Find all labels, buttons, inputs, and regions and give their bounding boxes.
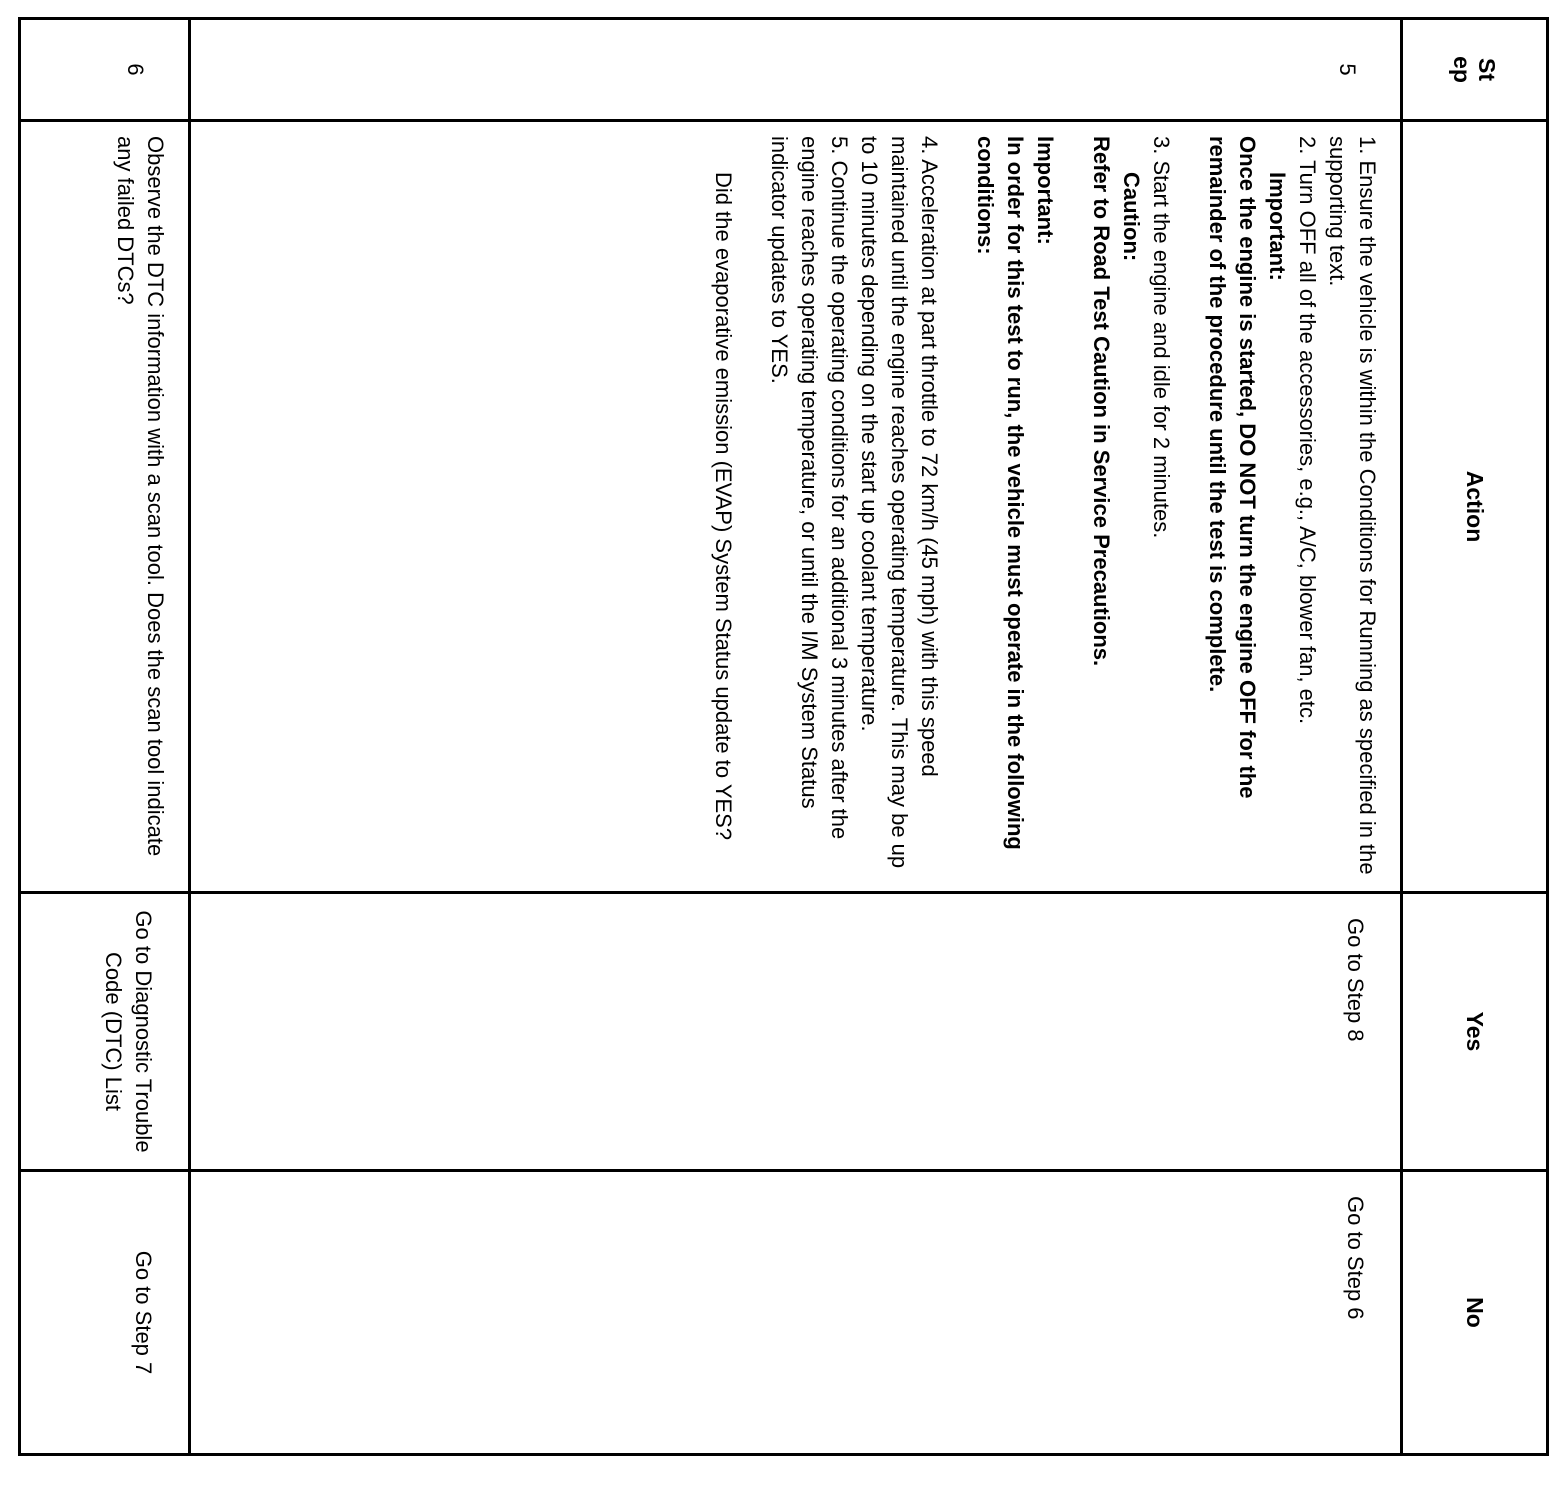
table-row	[190, 19, 1402, 1455]
header-step-line1: St	[1474, 58, 1501, 81]
step-number-cell: 5	[190, 19, 1402, 121]
diagnostic-table	[18, 17, 1549, 1456]
action-cell	[190, 121, 1402, 893]
table-row	[20, 19, 190, 1455]
action-cell	[20, 121, 190, 893]
caution-text: Refer to Road Test Caution in Service Precautions.	[1089, 136, 1114, 667]
step-number-cell: 6	[20, 19, 190, 121]
action-question: Did the evaporative emission (EVAP) System Status update to YES?	[711, 172, 736, 841]
action-item-5: 5. Continue the operating conditions for an additional 3 minutes after the engine reaches operating temperature, or until the I/M System Status indicator updates to YES.	[767, 136, 852, 840]
caution-label: Caution:	[1119, 172, 1144, 262]
header-yes: Yes	[1402, 893, 1548, 1171]
no-cell: Go to Step 6	[190, 1171, 1402, 1455]
header-step-line2: ep	[1449, 56, 1476, 83]
action-item-1: 1. Ensure the vehicle is within the Conditions for Running as specified in the supporting text.	[1325, 136, 1380, 875]
important-text: In order for this test to run, the vehicle must operate in the following conditions:	[973, 136, 1028, 850]
header-action: Action	[1402, 121, 1548, 893]
action-item-3: 3. Start the engine and idle for 2 minutes.	[1149, 136, 1174, 539]
header-no: No	[1402, 1171, 1548, 1455]
header-row	[1402, 19, 1548, 1455]
action-question: Observe the DTC information with a scan tool. Does the scan tool indicate any failed DTCs?	[113, 136, 168, 857]
yes-cell: Go to Step 8	[190, 893, 1402, 1171]
action-item-2: 2. Turn OFF all of the accessories, e.g., A/C, blower fan, etc.	[1295, 136, 1320, 725]
important-text: Once the engine is started, DO NOT turn the engine OFF for the remainder of the procedure until the test is complete.	[1205, 136, 1260, 799]
rotated-document-page	[21, 17, 1549, 1453]
important-label: Important:	[1033, 136, 1058, 245]
action-item-4: 4. Acceleration at part throttle to 72 km/h (45 mph) with this speed maintained until the engine reaches operating temperature. This may be up to 10 minutes depending on the start up coolant temperature.	[857, 136, 942, 869]
important-label: Important:	[1265, 172, 1290, 281]
header-step	[1402, 19, 1548, 121]
no-cell: Go to Step 7	[20, 1171, 190, 1455]
yes-cell: Go to Diagnostic Trouble Code (DTC) List	[20, 893, 190, 1171]
